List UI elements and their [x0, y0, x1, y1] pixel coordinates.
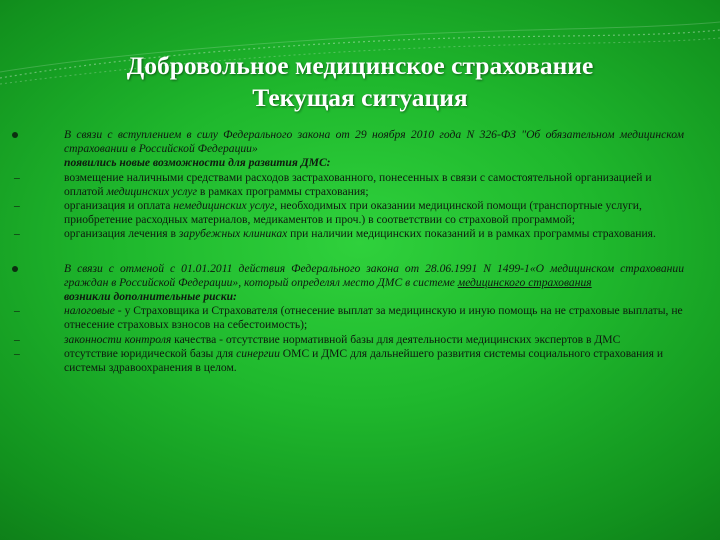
slide-content	[12, 128, 684, 375]
dash-icon: –	[14, 199, 20, 213]
section2-item: – законности контроля качества - отсутствие нормативной базы для деятельности медицинских экспертов в ДМС	[14, 332, 621, 346]
section2-item: – налоговые - у Страховщика и Страхователя (отнесение выплат за медицинскую и иную помощь на не страховые выплаты, не отнесение страховых взносов на себестоимость);	[14, 304, 683, 332]
section1-item: – организация и оплата немедицинских услуг, необходимых при оказании медицинской помощи (транспортные услуги, приобретение расходных материалов, медикаментов и проч.) в соответствии со страховой программой;	[14, 199, 642, 227]
dash-icon: –	[14, 304, 20, 318]
dash-icon: –	[14, 332, 20, 346]
section1-item: – возмещение наличными средствами расходов застрахованного, понесенных в связи с самостоятельной организацией и оплатой медицинских услуг в рамках программы страхования;	[14, 170, 652, 198]
section2-intro: В связи с отменой с 01.01.2011 действия Федерального закона от 28.06.1991 N 1499-1«О медицинском страховании граждан в Российской Федерации», который определял место ДМС в системе медицинского страхования	[12, 262, 684, 290]
bullet-icon	[12, 266, 18, 272]
dash-icon: –	[14, 346, 20, 360]
title-line-2: Текущая ситуация	[252, 83, 468, 112]
section1-intro: В связи с вступлением в силу Федерального закона от 29 ноября 2010 года N 326-ФЗ "Об обязательном медицинском страховании в Российской Федерации»	[12, 128, 684, 156]
bullet-icon	[12, 132, 18, 138]
section1-item: – организация лечения в зарубежных клиниках при наличии медицинских показаний и в рамках программы страхования.	[14, 227, 656, 241]
section1-heading: появились новые возможности для развития ДМС:	[64, 156, 331, 170]
section2-heading: возникли дополнительные риски:	[64, 290, 237, 304]
slide-title	[0, 50, 720, 114]
section2-item: – отсутствие юридической базы для синергии ОМС и ДМС для дальнейшего развития системы социального страхования и системы здравоохранения в целом.	[14, 346, 664, 375]
dash-icon: –	[14, 170, 20, 184]
dash-icon: –	[14, 227, 20, 241]
link-medical-insurance[interactable]: медицинского страхования	[457, 275, 592, 289]
title-line-1: Добровольное медицинское страхование	[126, 51, 594, 80]
